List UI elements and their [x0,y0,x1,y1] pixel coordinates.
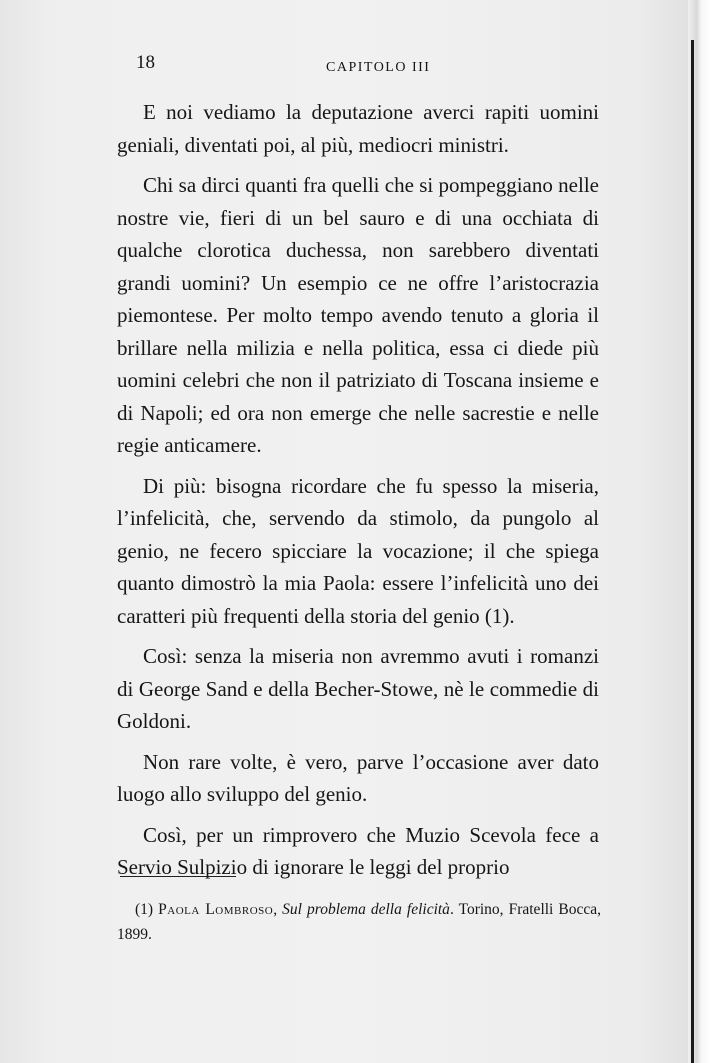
paragraph: Così, per un rimprovero che Muzio Scevola fece a Servio Sulpizio di ignorare le leggi del proprio [117,822,599,879]
paragraph: Non rare volte, è vero, parve l’occasione aver dato luogo allo sviluppo del genio. [117,749,599,806]
page-number: 18 [136,52,155,73]
footnote-author: Paola Lombroso [158,901,274,918]
page-header [136,52,596,76]
running-head: CAPITOLO III [326,60,431,75]
footnote-rule [120,876,236,877]
footnote-text: (1) Paola Lombroso, Sul problema della felicità. Torino, Fratelli Bocca, 1899. [117,901,602,943]
footnote-marker: (1) [135,901,154,918]
binding-shadow-line [691,40,694,1063]
footnote-publisher: . Torino, Fratelli Bocca, 1899. [117,901,602,943]
paragraph: Chi sa dirci quanti fra quelli che si pompeggiano nelle nostre vie, fieri di un bel sauro e di una occhiata di qualche clorotica duchessa, non sarebbero diventati grandi uomini? Un esempio ce ne offre l’aristocrazia piemontese. Per molto tempo avendo tenuto a gloria il brillare nella milizia e nella politica, essa ci diede più uomini celebri che non il patriziato di Toscana insieme e di Napoli; ed ora non emerge che nelle sacrestie e nelle regie anticamere. [117,173,599,457]
body-text [117,96,599,892]
paragraph: Di più: bisogna ricordare che fu spesso la miseria, l’infelicità, che, servendo da stimolo, da pungolo al genio, ne fecero spicciare la vocazione; il che spiega quanto dimostrò la mia Paola: essere l’infelicità uno dei caratteri più frequenti della storia del genio (1). [117,473,599,628]
paragraph: E noi vediamo la deputazione averci rapiti uomini geniali, diventati poi, al più, mediocri ministri. [117,100,599,157]
footnote [117,897,601,947]
footnote-title: Sul problema della felicità [282,901,450,918]
paragraph: Così: senza la miseria non avremmo avuti i romanzi di George Sand e della Becher-Stowe, nè le commedie di Goldoni. [117,644,599,733]
